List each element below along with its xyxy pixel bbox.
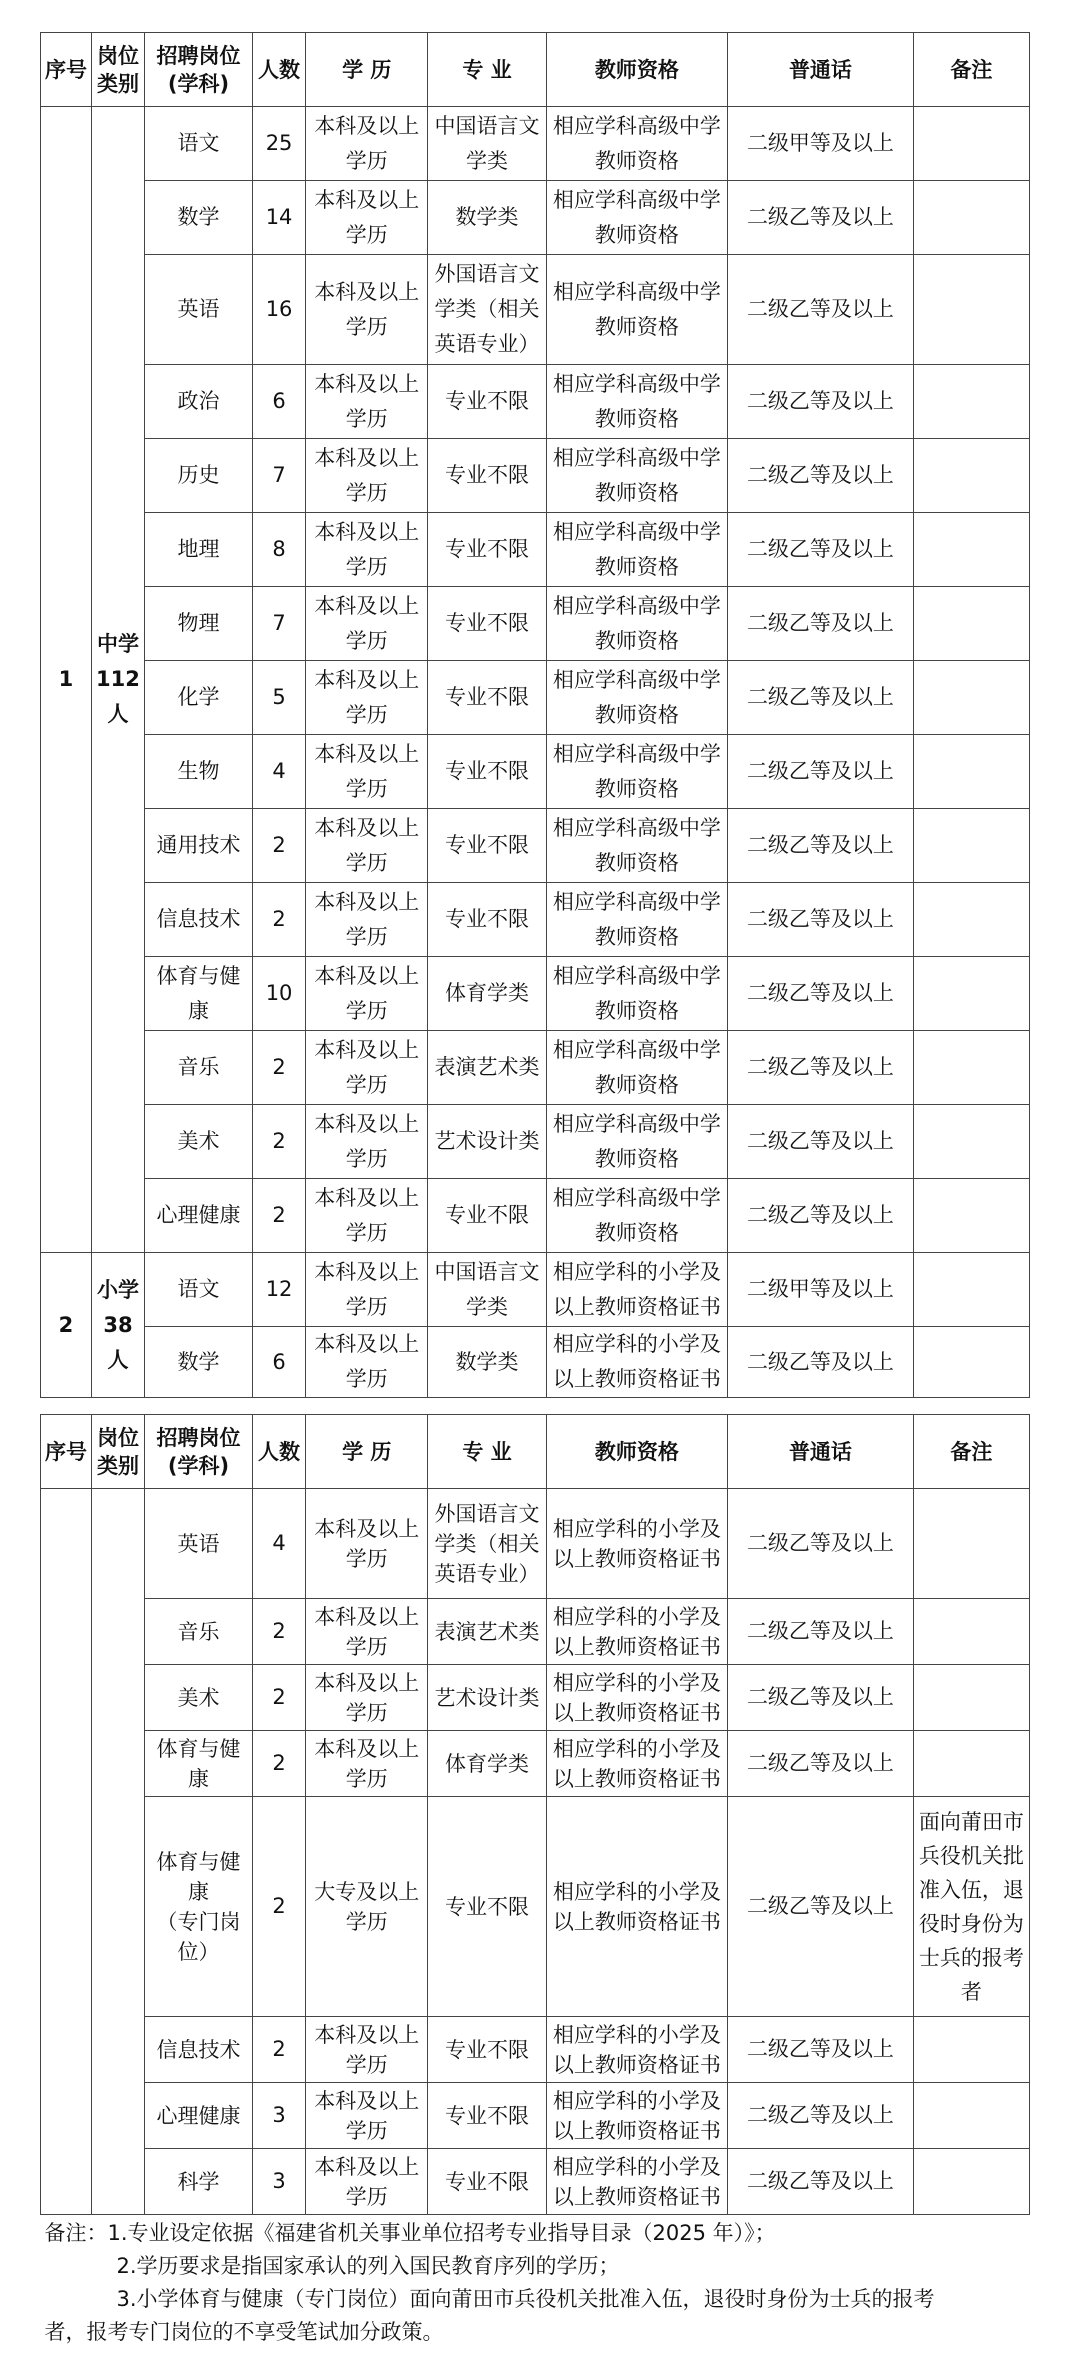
table-header-row	[41, 1415, 1030, 1489]
major-cell: 专业不限	[428, 513, 546, 587]
remark-cell	[913, 1253, 1029, 1327]
subject-cell: 体育与健康	[144, 957, 252, 1031]
remark-cell	[913, 1599, 1029, 1665]
major-cell: 专业不限	[428, 587, 546, 661]
table-row	[41, 735, 1030, 809]
education-cell: 大专及以上 学历	[306, 1797, 428, 2017]
mandarin-cell: 二级乙等及以上	[728, 2017, 914, 2083]
teacher-cert-cell: 相应学科高级中学 教师资格	[546, 957, 727, 1031]
table-row	[41, 1797, 1030, 2017]
teacher-cert-cell: 相应学科的小学及 以上教师资格证书	[546, 1489, 727, 1599]
count-cell: 2	[253, 883, 306, 957]
education-cell: 本科及以上 学历	[306, 1179, 428, 1253]
major-cell: 专业不限	[428, 2083, 546, 2149]
header-education: 学 历	[306, 1415, 428, 1489]
table-row	[41, 1179, 1030, 1253]
table-row	[41, 513, 1030, 587]
mandarin-cell: 二级乙等及以上	[728, 883, 914, 957]
major-cell: 外国语言文 学类（相关 英语专业）	[428, 255, 546, 365]
count-cell: 4	[253, 1489, 306, 1599]
table-row	[41, 2017, 1030, 2083]
remark-cell	[913, 661, 1029, 735]
count-cell: 2	[253, 1599, 306, 1665]
header-category: 岗位 类别	[91, 33, 144, 107]
teacher-cert-cell: 相应学科的小学及 以上教师资格证书	[546, 1797, 727, 2017]
notes-row	[41, 2215, 1030, 2350]
count-cell: 2	[253, 1179, 306, 1253]
header-major: 专 业	[428, 1415, 546, 1489]
major-cell: 中国语言文 学类	[428, 1253, 546, 1327]
mandarin-cell: 二级甲等及以上	[728, 1253, 914, 1327]
mandarin-cell: 二级乙等及以上	[728, 2149, 914, 2215]
teacher-cert-cell: 相应学科的小学及 以上教师资格证书	[546, 2083, 727, 2149]
header-category: 岗位 类别	[91, 1415, 144, 1489]
category-cell	[91, 1489, 144, 2215]
teacher-cert-cell: 相应学科高级中学 教师资格	[546, 661, 727, 735]
remark-cell	[913, 1489, 1029, 1599]
recruitment-table-1	[40, 32, 1030, 1398]
table-row	[41, 1599, 1030, 1665]
recruitment-table-2	[40, 1414, 1030, 2349]
count-cell: 6	[253, 365, 306, 439]
table-row	[41, 809, 1030, 883]
education-cell: 本科及以上 学历	[306, 439, 428, 513]
mandarin-cell: 二级乙等及以上	[728, 255, 914, 365]
mandarin-cell: 二级乙等及以上	[728, 957, 914, 1031]
teacher-cert-cell: 相应学科的小学及 以上教师资格证书	[546, 2017, 727, 2083]
header-count: 人数	[253, 1415, 306, 1489]
major-cell: 专业不限	[428, 2149, 546, 2215]
table-row	[41, 1031, 1030, 1105]
remark-cell	[913, 1105, 1029, 1179]
mandarin-cell: 二级乙等及以上	[728, 1105, 914, 1179]
category-cell: 小学 38 人	[91, 1253, 144, 1398]
teacher-cert-cell: 相应学科的小学及 以上教师资格证书	[546, 1327, 727, 1398]
education-cell: 本科及以上 学历	[306, 2149, 428, 2215]
mandarin-cell: 二级乙等及以上	[728, 181, 914, 255]
subject-cell: 音乐	[144, 1599, 252, 1665]
table-row	[41, 1105, 1030, 1179]
teacher-cert-cell: 相应学科高级中学 教师资格	[546, 365, 727, 439]
mandarin-cell: 二级乙等及以上	[728, 1327, 914, 1398]
mandarin-cell: 二级乙等及以上	[728, 1031, 914, 1105]
subject-cell: 美术	[144, 1665, 252, 1731]
teacher-cert-cell: 相应学科的小学及 以上教师资格证书	[546, 2149, 727, 2215]
count-cell: 2	[253, 1731, 306, 1797]
subject-cell: 心理健康	[144, 1179, 252, 1253]
header-remark: 备注	[913, 33, 1029, 107]
education-cell: 本科及以上 学历	[306, 1665, 428, 1731]
teacher-cert-cell: 相应学科高级中学 教师资格	[546, 587, 727, 661]
teacher-cert-cell: 相应学科高级中学 教师资格	[546, 1105, 727, 1179]
major-cell: 中国语言文 学类	[428, 107, 546, 181]
count-cell: 2	[253, 1797, 306, 2017]
subject-cell: 体育与健康 （专门岗 位）	[144, 1797, 252, 2017]
education-cell: 本科及以上 学历	[306, 1105, 428, 1179]
header-post: 招聘岗位 (学科)	[144, 1415, 252, 1489]
table-2-body	[41, 1489, 1030, 2350]
table-row	[41, 883, 1030, 957]
count-cell: 2	[253, 2017, 306, 2083]
education-cell: 本科及以上 学历	[306, 1599, 428, 1665]
count-cell: 14	[253, 181, 306, 255]
major-cell: 专业不限	[428, 1179, 546, 1253]
teacher-cert-cell: 相应学科高级中学 教师资格	[546, 107, 727, 181]
table-row	[41, 181, 1030, 255]
teacher-cert-cell: 相应学科高级中学 教师资格	[546, 1179, 727, 1253]
mandarin-cell: 二级乙等及以上	[728, 809, 914, 883]
subject-cell: 数学	[144, 1327, 252, 1398]
table-row	[41, 1731, 1030, 1797]
mandarin-cell: 二级乙等及以上	[728, 439, 914, 513]
header-mandarin: 普通话	[728, 1415, 914, 1489]
remark-cell	[913, 2083, 1029, 2149]
header-remark: 备注	[913, 1415, 1029, 1489]
teacher-cert-cell: 相应学科的小学及 以上教师资格证书	[546, 1731, 727, 1797]
education-cell: 本科及以上 学历	[306, 365, 428, 439]
table-row	[41, 439, 1030, 513]
count-cell: 16	[253, 255, 306, 365]
remark-cell	[913, 107, 1029, 181]
teacher-cert-cell: 相应学科高级中学 教师资格	[546, 1031, 727, 1105]
teacher-cert-cell: 相应学科高级中学 教师资格	[546, 883, 727, 957]
seq-cell	[41, 1489, 92, 2215]
count-cell: 2	[253, 1105, 306, 1179]
teacher-cert-cell: 相应学科的小学及 以上教师资格证书	[546, 1253, 727, 1327]
mandarin-cell: 二级乙等及以上	[728, 735, 914, 809]
mandarin-cell: 二级乙等及以上	[728, 661, 914, 735]
count-cell: 7	[253, 439, 306, 513]
remark-cell: 面向莆田市 兵役机关批 准入伍，退 役时身份为 士兵的报考 者	[913, 1797, 1029, 2017]
major-cell: 专业不限	[428, 2017, 546, 2083]
subject-cell: 英语	[144, 255, 252, 365]
remark-cell	[913, 735, 1029, 809]
education-cell: 本科及以上 学历	[306, 1731, 428, 1797]
mandarin-cell: 二级乙等及以上	[728, 1731, 914, 1797]
subject-cell: 语文	[144, 1253, 252, 1327]
table-row	[41, 107, 1030, 181]
mandarin-cell: 二级乙等及以上	[728, 587, 914, 661]
teacher-cert-cell: 相应学科高级中学 教师资格	[546, 513, 727, 587]
major-cell: 专业不限	[428, 439, 546, 513]
major-cell: 专业不限	[428, 1797, 546, 2017]
header-teacher-cert: 教师资格	[546, 33, 727, 107]
education-cell: 本科及以上 学历	[306, 2017, 428, 2083]
teacher-cert-cell: 相应学科高级中学 教师资格	[546, 735, 727, 809]
major-cell: 体育学类	[428, 957, 546, 1031]
subject-cell: 美术	[144, 1105, 252, 1179]
education-cell: 本科及以上 学历	[306, 1327, 428, 1398]
remark-cell	[913, 1665, 1029, 1731]
table-row	[41, 587, 1030, 661]
major-cell: 表演艺术类	[428, 1031, 546, 1105]
count-cell: 7	[253, 587, 306, 661]
major-cell: 专业不限	[428, 661, 546, 735]
subject-cell: 体育与健康	[144, 1731, 252, 1797]
subject-cell: 信息技术	[144, 883, 252, 957]
table-row	[41, 957, 1030, 1031]
remark-cell	[913, 2017, 1029, 2083]
note-line: 3.小学体育与健康（专门岗位）面向莆田市兵役机关批准入伍，退役时身份为士兵的报考	[116, 2287, 935, 2311]
subject-cell: 心理健康	[144, 2083, 252, 2149]
teacher-cert-cell: 相应学科高级中学 教师资格	[546, 255, 727, 365]
count-cell: 2	[253, 1665, 306, 1731]
subject-cell: 化学	[144, 661, 252, 735]
subject-cell: 数学	[144, 181, 252, 255]
remark-cell	[913, 1031, 1029, 1105]
seq-cell: 2	[41, 1253, 92, 1398]
education-cell: 本科及以上 学历	[306, 107, 428, 181]
table-row	[41, 1327, 1030, 1398]
header-seq: 序号	[41, 33, 92, 107]
seq-cell: 1	[41, 107, 92, 1253]
count-cell: 2	[253, 1031, 306, 1105]
note-line: 2.学历要求是指国家承认的列入国民教育序列的学历；	[116, 2254, 620, 2278]
teacher-cert-cell: 相应学科的小学及 以上教师资格证书	[546, 1665, 727, 1731]
mandarin-cell: 二级乙等及以上	[728, 365, 914, 439]
header-education: 学 历	[306, 33, 428, 107]
education-cell: 本科及以上 学历	[306, 1031, 428, 1105]
table-row	[41, 2083, 1030, 2149]
header-post: 招聘岗位 (学科)	[144, 33, 252, 107]
note-line: 者，报考专门岗位的不享受笔试加分政策。	[44, 2320, 444, 2344]
remark-cell	[913, 439, 1029, 513]
subject-cell: 语文	[144, 107, 252, 181]
major-cell: 艺术设计类	[428, 1105, 546, 1179]
mandarin-cell: 二级乙等及以上	[728, 1797, 914, 2017]
remark-cell	[913, 255, 1029, 365]
teacher-cert-cell: 相应学科高级中学 教师资格	[546, 439, 727, 513]
major-cell: 专业不限	[428, 883, 546, 957]
education-cell: 本科及以上 学历	[306, 1489, 428, 1599]
header-mandarin: 普通话	[728, 33, 914, 107]
mandarin-cell: 二级乙等及以上	[728, 513, 914, 587]
remark-cell	[913, 365, 1029, 439]
table-row	[41, 365, 1030, 439]
subject-cell: 音乐	[144, 1031, 252, 1105]
major-cell: 表演艺术类	[428, 1599, 546, 1665]
subject-cell: 信息技术	[144, 2017, 252, 2083]
education-cell: 本科及以上 学历	[306, 883, 428, 957]
table-row	[41, 2149, 1030, 2215]
count-cell: 25	[253, 107, 306, 181]
count-cell: 10	[253, 957, 306, 1031]
header-major: 专 业	[428, 33, 546, 107]
education-cell: 本科及以上 学历	[306, 661, 428, 735]
header-teacher-cert: 教师资格	[546, 1415, 727, 1489]
education-cell: 本科及以上 学历	[306, 1253, 428, 1327]
subject-cell: 生物	[144, 735, 252, 809]
count-cell: 12	[253, 1253, 306, 1327]
remark-cell	[913, 1179, 1029, 1253]
count-cell: 4	[253, 735, 306, 809]
remark-cell	[913, 2149, 1029, 2215]
subject-cell: 地理	[144, 513, 252, 587]
teacher-cert-cell: 相应学科高级中学 教师资格	[546, 809, 727, 883]
mandarin-cell: 二级乙等及以上	[728, 1599, 914, 1665]
education-cell: 本科及以上 学历	[306, 735, 428, 809]
table-row	[41, 255, 1030, 365]
table-row	[41, 1253, 1030, 1327]
count-cell: 5	[253, 661, 306, 735]
table-row	[41, 1665, 1030, 1731]
major-cell: 数学类	[428, 181, 546, 255]
major-cell: 专业不限	[428, 735, 546, 809]
header-count: 人数	[253, 33, 306, 107]
remark-cell	[913, 883, 1029, 957]
mandarin-cell: 二级乙等及以上	[728, 2083, 914, 2149]
remark-cell	[913, 513, 1029, 587]
major-cell: 外国语言文 学类（相关 英语专业）	[428, 1489, 546, 1599]
mandarin-cell: 二级甲等及以上	[728, 107, 914, 181]
mandarin-cell: 二级乙等及以上	[728, 1665, 914, 1731]
education-cell: 本科及以上 学历	[306, 513, 428, 587]
remark-cell	[913, 181, 1029, 255]
table-row	[41, 661, 1030, 735]
teacher-cert-cell: 相应学科的小学及 以上教师资格证书	[546, 1599, 727, 1665]
mandarin-cell: 二级乙等及以上	[728, 1489, 914, 1599]
subject-cell: 通用技术	[144, 809, 252, 883]
major-cell: 专业不限	[428, 365, 546, 439]
header-seq: 序号	[41, 1415, 92, 1489]
count-cell: 3	[253, 2083, 306, 2149]
count-cell: 6	[253, 1327, 306, 1398]
subject-cell: 政治	[144, 365, 252, 439]
table-header-row	[41, 33, 1030, 107]
remark-cell	[913, 1327, 1029, 1398]
education-cell: 本科及以上 学历	[306, 2083, 428, 2149]
subject-cell: 科学	[144, 2149, 252, 2215]
subject-cell: 历史	[144, 439, 252, 513]
subject-cell: 物理	[144, 587, 252, 661]
remark-cell	[913, 957, 1029, 1031]
note-line: 备注：1.专业设定依据《福建省机关事业单位招考专业指导目录（2025 年）》；	[44, 2221, 776, 2245]
remark-cell	[913, 809, 1029, 883]
category-cell: 中学 112 人	[91, 107, 144, 1253]
teacher-cert-cell: 相应学科高级中学 教师资格	[546, 181, 727, 255]
subject-cell: 英语	[144, 1489, 252, 1599]
education-cell: 本科及以上 学历	[306, 957, 428, 1031]
education-cell: 本科及以上 学历	[306, 181, 428, 255]
education-cell: 本科及以上 学历	[306, 255, 428, 365]
remark-cell	[913, 1731, 1029, 1797]
notes-cell	[41, 2215, 1030, 2350]
table-row	[41, 1489, 1030, 1599]
major-cell: 艺术设计类	[428, 1665, 546, 1731]
mandarin-cell: 二级乙等及以上	[728, 1179, 914, 1253]
major-cell: 数学类	[428, 1327, 546, 1398]
count-cell: 8	[253, 513, 306, 587]
table-1-body	[41, 107, 1030, 1398]
count-cell: 3	[253, 2149, 306, 2215]
education-cell: 本科及以上 学历	[306, 809, 428, 883]
major-cell: 体育学类	[428, 1731, 546, 1797]
education-cell: 本科及以上 学历	[306, 587, 428, 661]
count-cell: 2	[253, 809, 306, 883]
major-cell: 专业不限	[428, 809, 546, 883]
remark-cell	[913, 587, 1029, 661]
